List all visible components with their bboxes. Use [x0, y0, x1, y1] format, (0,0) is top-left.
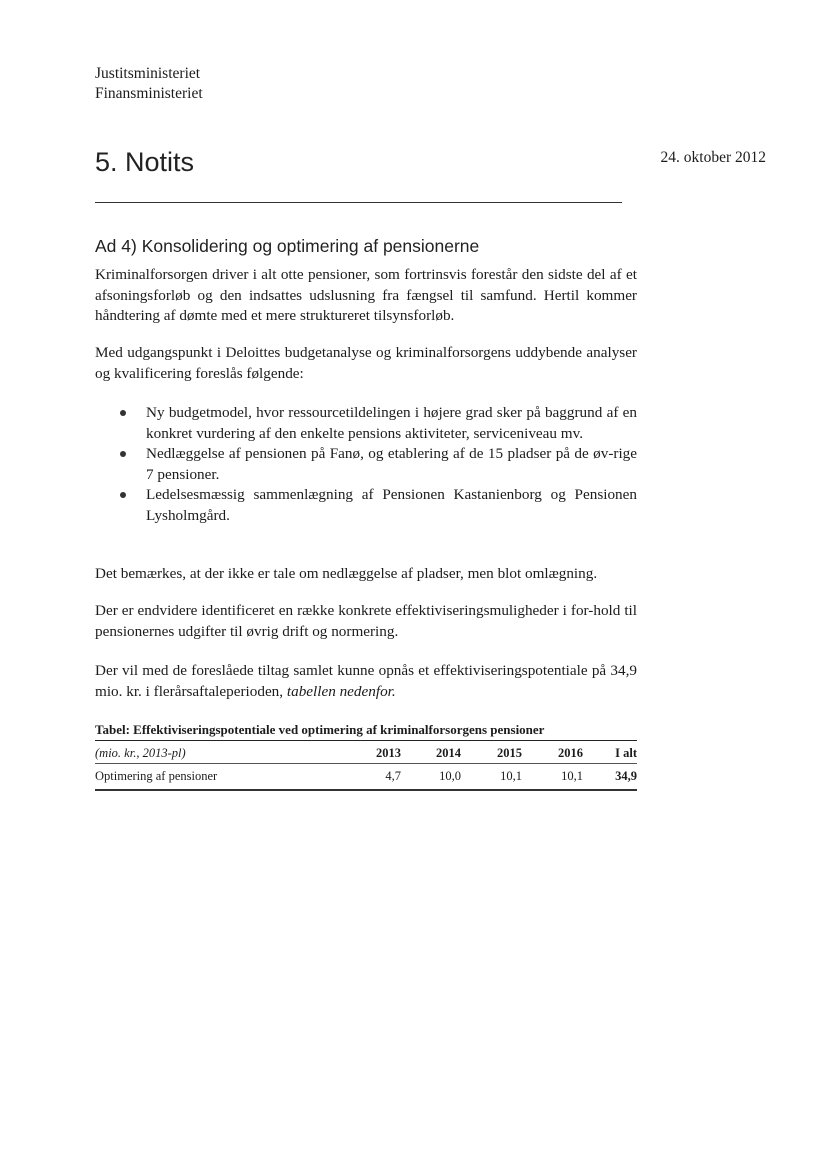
table-cell: 10,0: [401, 764, 461, 791]
table-total-cell: 34,9: [583, 764, 637, 791]
proposal-list: [95, 403, 637, 526]
table-row-label: Optimering af pensioner: [95, 764, 339, 791]
table-reference: tabellen nedenfor.: [286, 682, 396, 700]
table-column-header: 2014: [401, 743, 461, 764]
section-heading: Ad 4) Konsolidering og optimering af pensionerne: [95, 236, 480, 256]
paragraph-efficiency: Der er endvidere identificeret en række konkrete effektiviseringsmuligheder i for-hold til pensionernes udgifter til øvrig drift og normering.: [95, 602, 637, 640]
table-column-header: 2013: [339, 743, 401, 764]
bullet-icon: [120, 410, 126, 416]
efficiency-table: [95, 743, 637, 791]
list-item: [95, 485, 637, 526]
table-cell: 4,7: [339, 764, 401, 791]
paragraph-potential: [95, 661, 637, 702]
table-unit-label: (mio. kr., 2013-pl): [95, 743, 339, 764]
ministry-name-justice: Justitsministeriet: [95, 65, 201, 82]
list-item: [95, 403, 637, 444]
table-header-row: [95, 743, 637, 764]
paragraph-potential-text: Der vil med de foreslåede tiltag samlet kunne opnås et effektiviseringspotentiale på 34,9 mio. kr. i flerårsaftaleperioden,: [95, 662, 637, 700]
list-item-text: Nedlæggelse af pensionen på Fanø, og etablering af de 15 pladser på de øv-rige 7 pensioner.: [146, 445, 637, 483]
list-item: [95, 444, 637, 485]
paragraph-proposal-intro: Med udgangspunkt i Deloittes budgetanalyse og kriminalforsorgens uddybende analyser og kvalificering foreslås følgende:: [95, 344, 637, 382]
paragraph-intro: Kriminalforsorgen driver i alt otte pensioner, som fortrinsvis forestår den sidste del af et afsoningsforløb og den indsattes udslusning fra fængsel til samfund. Hertil kommer håndtering af dømte med et mere struktureret tilsynsforløb.: [95, 266, 637, 324]
list-item-text: Ledelsesmæssig sammenlægning af Pensionen Kastanienborg og Pensionen Lysholmgård.: [146, 486, 637, 524]
table-column-header: 2015: [461, 743, 522, 764]
page-title: 5. Notits: [95, 147, 195, 177]
list-item-text: Ny budgetmodel, hvor ressourcetildelingen i højere grad sker på baggrund af en konkret vurdering af den enkelte pensions aktiviteter, serviceniveau mv.: [146, 404, 637, 442]
table-cell: 10,1: [522, 764, 583, 791]
table-title: Tabel: Effektiviseringspotentiale ved optimering af kriminalforsorgens pensioner: [95, 721, 637, 741]
document-date: 24. oktober 2012: [660, 149, 766, 166]
table-column-header: I alt: [583, 743, 637, 764]
bullet-icon: [120, 492, 126, 498]
table-column-header: 2016: [522, 743, 583, 764]
bullet-icon: [120, 451, 126, 457]
paragraph-note: Det bemærkes, at der ikke er tale om nedlæggelse af pladser, men blot omlægning.: [95, 565, 598, 582]
ministry-name-finance: Finansministeriet: [95, 85, 203, 102]
title-divider: [95, 202, 622, 203]
table-cell: 10,1: [461, 764, 522, 791]
table-row: [95, 764, 637, 791]
